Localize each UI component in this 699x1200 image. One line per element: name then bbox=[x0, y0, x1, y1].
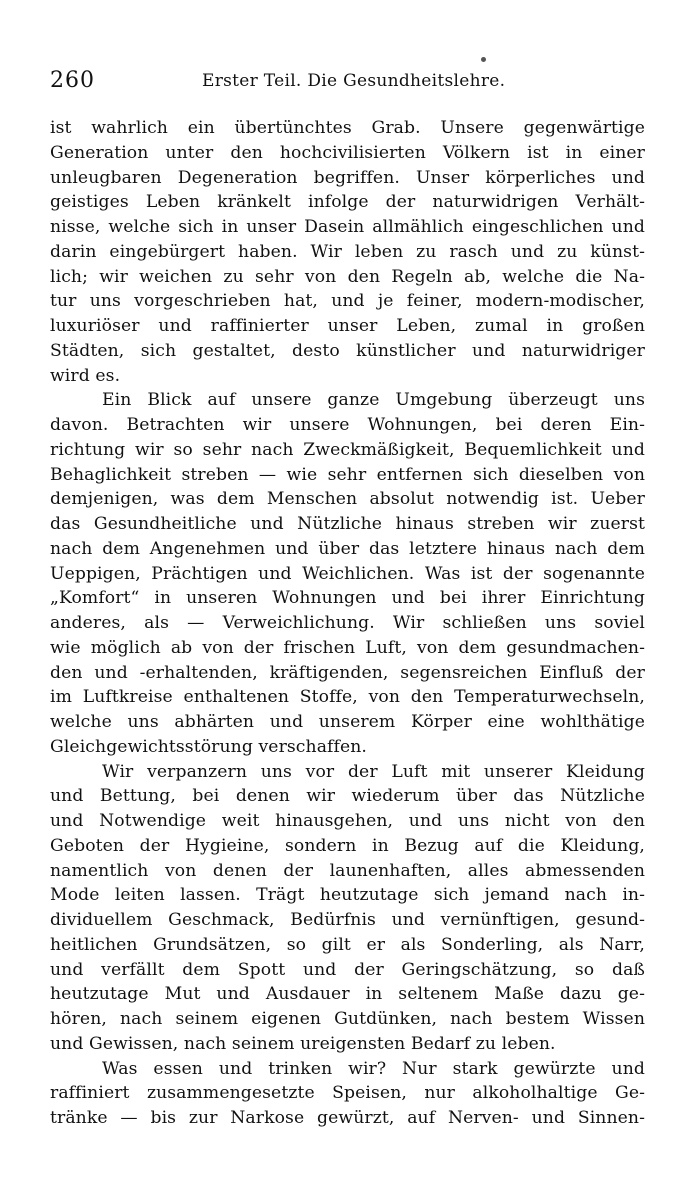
text-line: davon. Betrachten wir unsere Wohnungen, bei deren Ein- bbox=[50, 415, 645, 435]
text-line: tränke — bis zur Narkose gewürzt, auf Nerven- und Sinnen- bbox=[50, 1108, 645, 1128]
text-line: Generation unter den hochcivilisierten Völkern ist in einer bbox=[50, 142, 645, 163]
text-line: hören, nach seinem eigenen Gutdünken, nach bestem Wissen bbox=[50, 1009, 645, 1029]
running-head: Erster Teil. Die Gesundheitslehre. bbox=[202, 71, 506, 91]
text-line: den und -erhaltenden, kräftigenden, segensreichen Einfluß der bbox=[50, 662, 645, 683]
text-line: geistiges Leben kränkelt infolge der naturwidrigen Verhält- bbox=[50, 192, 645, 213]
text-line: anderes, als — Verweichlichung. Wir schließen uns soviel bbox=[50, 613, 645, 633]
page-header bbox=[50, 68, 645, 98]
text-line: Wir verpanzern uns vor der Luft mit unserer Kleidung bbox=[102, 761, 645, 782]
text-line: welche uns abhärten und unserem Körper eine wohlthätige bbox=[50, 712, 645, 732]
print-speck bbox=[481, 57, 486, 62]
text-line: im Luftkreise enthaltenen Stoffe, von den Temperaturwechseln, bbox=[50, 687, 645, 708]
text-line: Mode leiten lassen. Trägt heutzutage sich jemand nach in- bbox=[50, 885, 645, 906]
text-line: lich; wir weichen zu sehr von den Regeln ab, welche die Na- bbox=[50, 266, 645, 287]
text-line: und Notwendige weit hinausgehen, und uns nicht von den bbox=[50, 811, 645, 831]
body-text bbox=[50, 116, 645, 1131]
text-line: Behaglichkeit streben — wie sehr entfernen sich dieselben von bbox=[50, 464, 645, 485]
text-line: wird es. bbox=[50, 365, 121, 386]
text-line: wie möglich ab von der frischen Luft, von dem gesundmachen- bbox=[50, 637, 645, 658]
text-line: Ein Blick auf unsere ganze Umgebung überzeugt uns bbox=[102, 390, 645, 411]
text-line: darin eingebürgert haben. Wir leben zu rasch und zu künst- bbox=[50, 241, 645, 262]
text-line: heutzutage Mut und Ausdauer in seltenem Maße dazu ge- bbox=[50, 984, 645, 1005]
text-line: richtung wir so sehr nach Zweckmäßigkeit, Bequemlichkeit und bbox=[50, 439, 645, 460]
text-line: demjenigen, was dem Menschen absolut notwendig ist. Ueber bbox=[50, 489, 645, 510]
text-line: Städten, sich gestaltet, desto künstlicher und naturwidriger bbox=[50, 340, 645, 361]
text-line: nach dem Angenehmen und über das letztere hinaus nach dem bbox=[50, 538, 645, 559]
text-line: Was essen und trinken wir? Nur stark gewürzte und bbox=[102, 1058, 645, 1079]
text-line: Geboten der Hygieine, sondern in Bezug auf die Kleidung, bbox=[50, 835, 645, 856]
page-number: 260 bbox=[50, 68, 95, 93]
text-line: Gleichgewichtsstörung verschaffen. bbox=[50, 736, 367, 757]
text-line: das Gesundheitliche und Nützliche hinaus streben wir zuerst bbox=[50, 514, 645, 534]
text-line: „Komfort“ in unseren Wohnungen und bei ihrer Einrichtung bbox=[50, 588, 645, 609]
text-line: und Gewissen, nach seinem ureigensten Bedarf zu leben. bbox=[50, 1033, 556, 1054]
text-line: und Bettung, bei denen wir wiederum über das Nützliche bbox=[50, 786, 645, 807]
text-line: tur uns vorgeschrieben hat, und je feiner, modern-modischer, bbox=[50, 291, 645, 312]
text-line: unleugbaren Degeneration begriffen. Unser körperliches und bbox=[50, 167, 645, 188]
text-line: und verfällt dem Spott und der Geringschätzung, so daß bbox=[50, 959, 645, 980]
text-line: dividuellem Geschmack, Bedürfnis und vernünftigen, gesund- bbox=[50, 910, 645, 930]
text-line: nisse, welche sich in unser Dasein allmählich eingeschlichen und bbox=[50, 217, 645, 237]
text-line: namentlich von denen der launenhaften, alles abmessenden bbox=[50, 860, 645, 881]
text-line: ist wahrlich ein übertünchtes Grab. Unsere gegenwärtige bbox=[50, 118, 645, 138]
text-line: raffiniert zusammengesetzte Speisen, nur alkoholhaltige Ge- bbox=[50, 1083, 645, 1104]
text-line: Ueppigen, Prächtigen und Weichlichen. Was ist der sogenannte bbox=[50, 563, 645, 584]
text-line: luxuriöser und raffinierter unser Leben, zumal in großen bbox=[50, 316, 645, 336]
text-line: heitlichen Grundsätzen, so gilt er als Sonderling, als Narr, bbox=[50, 934, 645, 955]
